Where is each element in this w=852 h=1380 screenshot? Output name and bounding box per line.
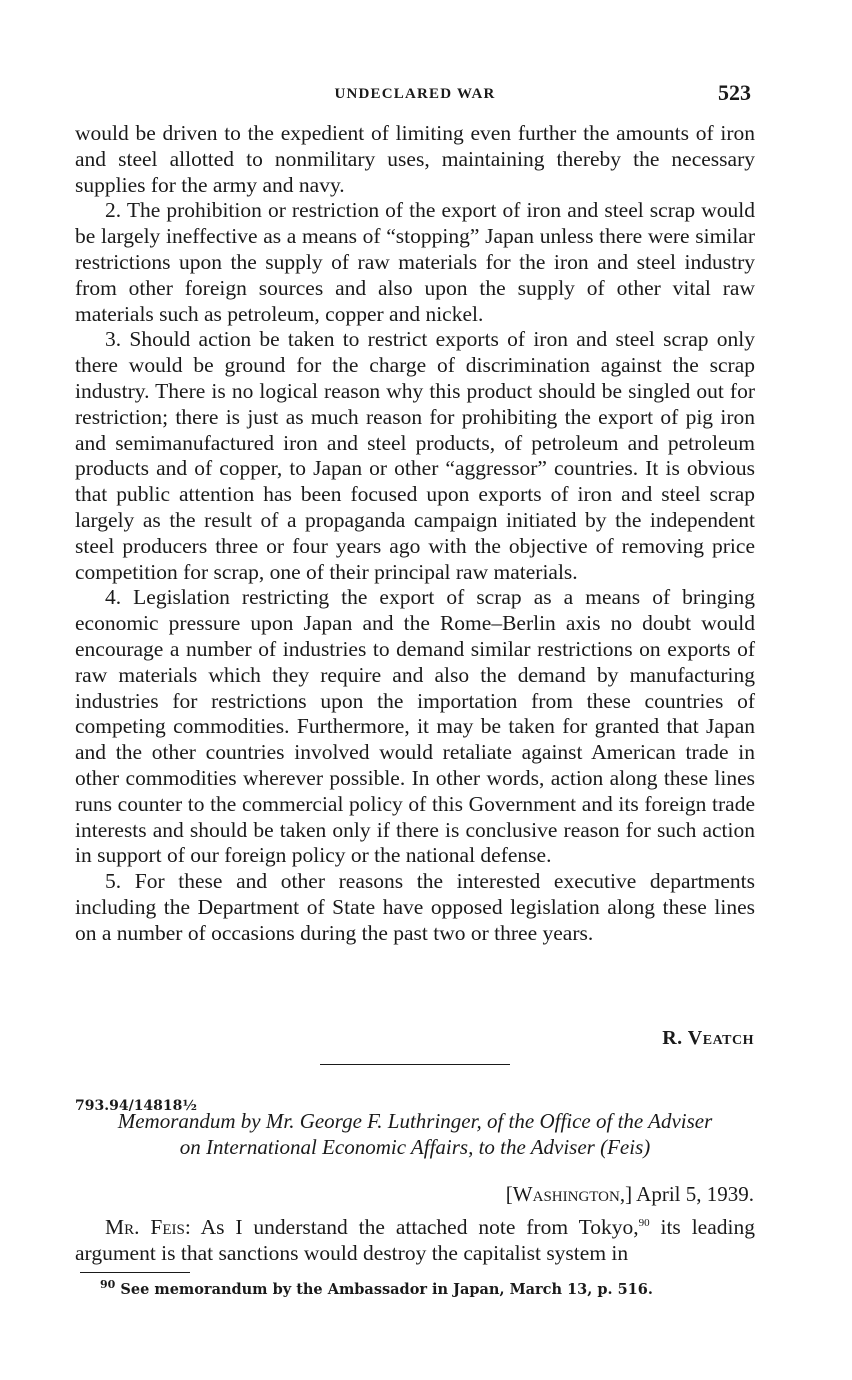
- memo-title-line-1: Memorandum by Mr. George F. Luthringer, of the Office of the Adviser: [117, 1109, 713, 1133]
- running-title: UNDECLARED WAR: [334, 86, 496, 102]
- dateline-date: April 5, 1939.: [636, 1182, 754, 1206]
- paragraph-4: 4. Legislation restricting the export of scrap as a means of bringing economic pressure upon Japan and the Rome–Berlin axis no doubt would encourage a number of industries to demand similar restrictions on exports of raw materials which they require and also the demand by manufacturing industries for restrictions upon the importation from these countries of competing commodities. Furthermore, it may be taken for granted that Japan and the other countries involved would retaliate against American trade in other commodities wherever possible. In other words, action along these lines runs counter to the commercial policy of this Government and its foreign trade interests and should be taken only if there is conclusive reason for such action in support of our foreign policy or the national defense.: [75, 585, 755, 868]
- memo-title: [75, 1108, 755, 1160]
- footnote-marker: 90: [100, 1278, 116, 1292]
- memo-text-part-1: As I understand the attached note from Tokyo,: [200, 1215, 639, 1239]
- page-header: [75, 80, 755, 110]
- file-number: 793.94/14818½: [75, 1098, 198, 1114]
- signature: R. Veatch: [662, 1027, 754, 1049]
- memo-title-line-2: on International Economic Affairs, to the Adviser (Feis): [179, 1135, 651, 1159]
- memo-text-part-2: its leading argument is that sanctions would destroy the capitalist system in: [75, 1215, 755, 1265]
- footnote-reference: 90: [638, 1216, 650, 1229]
- paragraph-5: 5. For these and other reasons the interested executive departments including the Department of State have opposed legislation along these lines on a number of occasions during the past two or three years.: [75, 869, 755, 945]
- paragraph-2: 2. The prohibition or restriction of the export of iron and steel scrap would be largely ineffective as a means of “stopping” Japan unless there were similar restrictions upon the supply of raw materials for the iron and steel industry from other foreign sources and also upon the supply of other vital raw materials such as petroleum, copper and nickel.: [75, 198, 755, 326]
- letter-body: [75, 121, 755, 947]
- page-number: 523: [718, 80, 751, 105]
- paragraph-continued: would be driven to the expedient of limiting even further the amounts of iron and steel allotted to nonmilitary uses, maintaining thereby the necessary supplies for the army and navy.: [75, 121, 755, 197]
- footnote-text: See memorandum by the Ambassador in Japan, March 13, p. 516.: [120, 1281, 653, 1298]
- paragraph-3: 3. Should action be taken to restrict exports of iron and steel scrap only there would be ground for the charge of discrimination against the scrap industry. There is no logical reason why this product should be singled out for restriction; there is just as much reason for prohibiting the export of pig iron and semimanufactured iron and steel products, of petroleum and petroleum products and of copper, to Japan or other “aggressor” countries. It is obvious that public attention has been focused upon exports of iron and steel scrap largely as the result of a propaganda campaign initiated by the independent steel producers three or four years ago with the objective of removing price competition for scrap, one of their principal raw materials.: [75, 327, 755, 584]
- section-divider: [320, 1064, 510, 1065]
- memo-salutation: Mr. Feis:: [105, 1215, 191, 1239]
- dateline-place: [Washington,]: [505, 1182, 633, 1206]
- footnote-divider: [80, 1272, 190, 1273]
- memo-opening-paragraph: [75, 1214, 755, 1266]
- footnote: [100, 1278, 653, 1298]
- dateline: [506, 1182, 754, 1207]
